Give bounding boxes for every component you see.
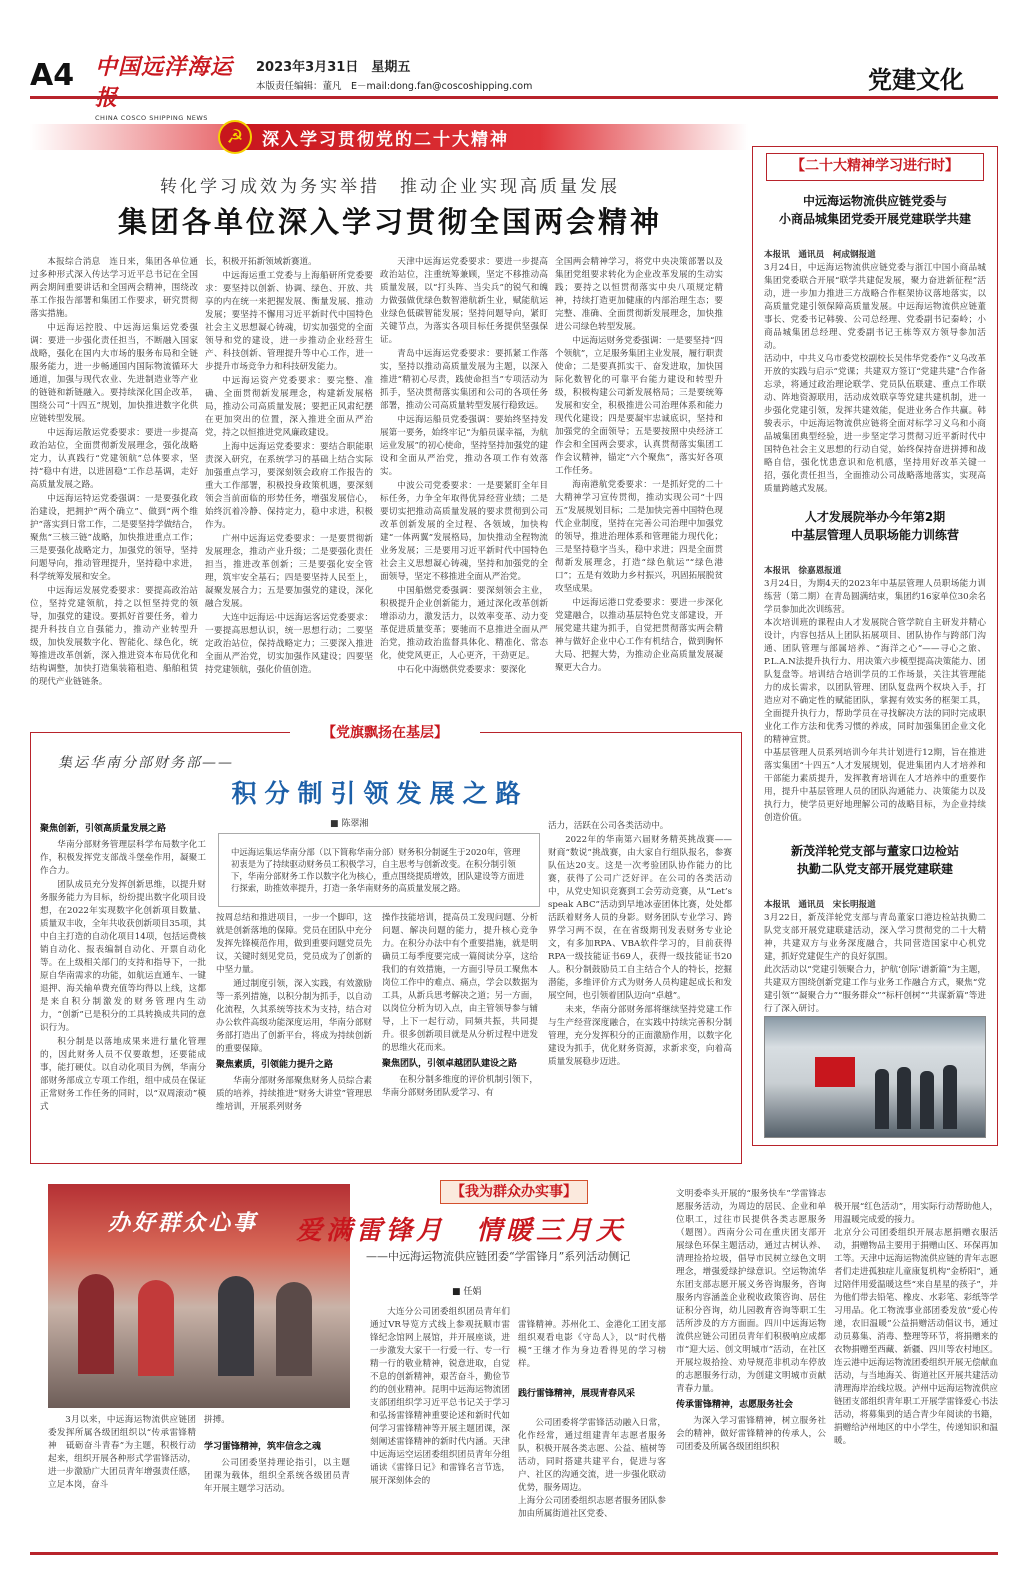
paragraph: 长，积极开拓新领域新赛道。 (205, 257, 317, 267)
paragraph: 公司团委坚持理论指引，以主题团课为载体，组织全系统各级团员青年开展主题学习活动。 (204, 1458, 350, 1494)
article-2-body: 3月24日，为期4天的2023年中基层管理人员职场能力训练营（第二期）在青岛圆满结束，集团约16家单位30余名学员参加此次训练营。 本次培训班的课程由人才发展院合管学院自主研发并精心设计，内容包括从上团队拓展项目、团队协作与跨部门沟通、团队管理与部属培养、“海洋之心”——寻心之旅、P.L.A.N法提升执行力、用决策六步模型提高决策能力、团队复盘等。培训结合培训学员的工作场景，关注其管理能力的成长需求，以团队管理、团队复盘两个权块入手，打造应对不确定性的赋能团队，掌握有效实务的框架工具，全面提升执行力，帮助学员在寻找解决方法的同时完成职业化工作方法和优秀习惯的养成，同时加强集团企业文化的精神宣贯。 中基层管理人员系列培训今年共计划进行12期，旨在推进落实集团“十四五”人才发展规划，促进集团内人才培养和干部能力素质提升，发挥教育培训在人才培养中的重要作用，提升中基层管理人员的团队沟通能力、决策能力以及执行力，使学员更好地理解公司的战略目标，为企业持续创造价值。 (764, 579, 986, 823)
paragraph: 为深入学习雷锋精神，树立服务社会的精神，做好雷锋精神的传承人，公司团委及所属各级团组织积 (676, 1416, 826, 1452)
right-column-header: 【二十大精神学习进行时】 (766, 153, 984, 181)
paragraph: 中波公司党委要求：一是要紧盯全年目标任务，力争全年取得优异经营业绩；二是要切实把推动高质量发展的要求贯彻到公司改革创新发展的全过程、各领域，加快构建“一体两翼”发展格局，加快推动全程物流业务发展；三是要用习近平新时代中国特色社会主义思想凝心铸魂，坚持和加强党的全面领导，坚定不移推进全面从严治党。 (380, 481, 548, 582)
party-intro-box: 中远海运集运华南分部（以下简称华南分部）财务积分制诞生于2020年，管理初衷是为了持续驱动财务员工积极学习，自主思考与创新改变。在积分制引领下，华南分部财务工作以数字化为核心，重点围绕提质增效，团队建设等方面进行探索，助推效率提升，打造一条华南财务的高质量发展之路。 (218, 833, 540, 907)
section-subheading: 聚焦团队，引领卓越团队建设之路 (382, 1059, 518, 1069)
service-column-5 (834, 1188, 998, 1462)
editor-line: 本版责任编辑：董凡 E－mail:dong.fan@coscoshipping.com (256, 81, 533, 92)
section-subheading: 传承雷锋精神，志愿服务社会 (676, 1400, 794, 1410)
service-author: ■ 任娟 (452, 1287, 482, 1297)
theme-banner (30, 120, 748, 154)
paragraph: 积分制是以落地成果来进行量化管理的，因此财务人员不仅要敢想，还要能成事，能打硬仗。以自动化项目为例，华南分部财务部成立专项工作组，组中成员在保证正常财务工作任务的同时，以“双周滚动”模式 (40, 1037, 206, 1112)
lead-column-2 (205, 256, 373, 678)
paragraph: 大连分公司团委组织团员青年们通过VR导览方式线上参观抚顺市雷锋纪念馆网上展馆，并开展座谈，进一步激发大家干一行爱一行、专一行精一行的敬业精神，锐意进取，自觉不息的创新精神，艰苦奋斗，勤俭节约的创业精神。昆明中远海运物流团支部团组织学习近平总书记关于学习和弘扬雷锋精神重要论述和新时代如何学习雷锋精神等开展主题团课，深刻阐述雷锋精神的新时代内涵。天津中远海运空运团委组织团员青年分组诵读《雷锋日记》和雷锋名言节选，展开深刻体会的 (370, 1307, 510, 1486)
newspaper-logo (95, 50, 245, 122)
paragraph: 未来，华南分部财务部将继续坚持党建工作与生产经营深度融合，在实践中持续完善积分制管理，充分发挥积分的正面激励作用，以数字化建设为抓手，优化财务资源，求新求变，向着高质量发展稳步迈进。 (548, 1005, 732, 1067)
paragraph: 操作技能培训，提高员工发现问题、分析问题、解决问题的能力，提升核心竞争力。在积分办法中有个重要措施，就是明确员工每季度要完成一篇阅读分享，这给我们的有效措施，一方面引导员工聚焦本岗位工作中的难点、痛点，学会以数据为工具，从新兵思考解决之道；另一方面，以岗位分析为切入点，由主管领导参与辅导，上下一起行动，同频共振，共同提升。很多创新项目就是从分析过程中迸发的思维火花而来。 (382, 913, 538, 1053)
paragraph: 广州中远海运党委要求：一是要贯彻新发展理念，推动产业升级；二是要强化责任担当，推进改革创新；三是要强化安全管理，筑牢安全基石；四是要坚持人民至上，凝聚发展合力；五是要加强党的建设，深化融合发展。 (205, 534, 373, 609)
article-3-title: 新茂洋轮党支部与董家口边检站 执勤二队党支部开展党建联建 (790, 844, 959, 876)
service-subtitle: ——中远海运物流供应链团委“学雷锋月”系列活动侧记 (366, 1250, 631, 1263)
service-section-tag: 【我为群众办实事】 (440, 1180, 588, 1204)
lead-column-1 (30, 256, 198, 690)
service-column-4 (676, 1188, 826, 1455)
article-1-body: 3月24日，中远海运物流供应链党委与浙江中国小商品城集团党委联合开展“联学共建促发展，聚力奋进新征程”活动，进一步加力推进三方战略合作框架协议落地落实，以高质量党建引领保障高质量发展。中远海运物流供应链董事长、党委书记韩骏、公司总经理、党委副书记秦岭；小商品城集团总经理、党委副书记王栋等双方领导参加活动。 活动中，中共义乌市委党校副校长吴伟华党委作“义乌改革开放的实践与启示”党课；共建双方签订“党建共建”合作备忘录，将通过政治理论联学、党员队伍联建、重点工作联动、阵地资源联用，活动成效联享等党建共建机制，进一步强化党建引领，发挥共建效能，促进业务合作共赢。韩骏表示，中远海运物流供应链将全面对标学习义乌和小商品城集团典型经验，进一步坚定学习贯彻习近平新时代中国特色社会主义思想的行动自觉，始终保持奋进拼搏和战略自信，强化忧患意识和危机感，坚持用好改革关键一招，强化责任担当，全面推动公司战略落地落实，实现高质量跨越式发展。 (764, 263, 986, 494)
article-3-byline: 本报讯 通讯员 宋长明报道 (764, 900, 876, 910)
paragraph: 公司团委将学雷锋活动融入日常，化作经常，通过组建青年志愿者服务队，积极开展各类志愿、公益、植树等活动，同时搭建共建平台，促进与客户、社区的沟通交流，进一步强化联动优势，服务周边。 上海分公司团委组织志愿者服务团队参加由所属街道社区党委、 (518, 1418, 666, 1519)
section-title: 党建文化 (868, 66, 964, 94)
service-column-0 (48, 1414, 196, 1493)
party-column-4 (548, 820, 732, 1070)
article-1-title: 中远海运物流供应链党委与 小商品城集团党委开展党建联学共建 (778, 194, 971, 226)
party-column-2 (216, 912, 372, 1115)
article-2 (764, 508, 986, 825)
issue-date: 2023年3月31日 星期五 (256, 60, 411, 75)
paragraph: 中远海运控股、中远海运集运党委强调：要进一步强化责任担当，不断融入国家战略，强化在国内大市场的服务布局和全链服务能力，进一步畅通国内国际物流循环大通道，加强与现代农业、先进制造业等产业的链链和新链融入。要持续深化国企改革，围绕公司“十四五”规划，加快推进数字化供应链转型发展。 (30, 323, 198, 424)
party-column-3 (382, 912, 538, 1101)
masthead-rule (30, 96, 998, 99)
paragraph: 海南港航党委要求：一是抓好党的二十大精神学习宣传贯彻，推动实现公司“十四五”发展规划目标；二是加快完善中国特色现代企业制度，坚持在完善公司治理中加强党的领导，推进治理体系和管理能力现代化；三是坚持稳字当头，稳中求进；四是全面贯彻新发展理念，打造“绿色航运”“绿色港口”；五是有效助力乡村振兴，巩固拓展脱贫攻坚成果。 (555, 480, 723, 594)
service-headline: 爱满雷锋月 情暖三月天 (296, 1216, 627, 1246)
paragraph: 全国两会精神学习，将党中央决策部署以及集团党组要求转化为企业改革发展的生动实践；要持之以恒贯彻落实中央八项规定精神，持续打造更加健康的内部治理生态；要完整、准确、全面贯彻新发展理念，加快推进公司绿色转型发展。 (555, 257, 723, 332)
banner-title: 深入学习贯彻党的二十大精神 (262, 130, 509, 150)
paragraph: 中国船燃党委强调：要深刻领会主业，积极提升企业创新能力，通过深化改革创新增添动力，激发活力，以效率变革、动力变革促进质量变革；要驰而不息推进全面从严治党，推动政治监督具体化、精准化、常态化，使党风更正，人心更齐，干劲更足。 (380, 586, 548, 661)
article-1-byline: 本报讯 通讯员 柯成钢报道 (764, 250, 876, 260)
paragraph: 天津中远海运党委要求：要进一步提高政治站位，注重统筹兼顾，坚定不移推动高质量发展，以“打头阵、当尖兵”的锐气和魄力做强做优绿色数智港航新生业，赋能航运业绿色低碳智能发展；坚持问题导向，紧盯关键节点，为落实各项目标任务提供坚强保证。 (380, 257, 548, 345)
paragraph: 按周总结和推进项目，一步一个脚印，这就是创新落地的保障。党员在团队中充分发挥先锋模范作用，做到重要问题党员先议，关键时刻见党员，党员成为了创新的中坚力量。 (216, 913, 372, 975)
article-1 (764, 192, 986, 496)
lead-headline: 集团各单位深入学习贯彻全国两会精神 (117, 205, 662, 239)
logo-english: CHINA COSCO SHIPPING NEWS (95, 114, 208, 122)
paragraph: 中远海运财务党委强调：一是要坚持“四个领航”，立足服务集团主业发展，履行职责使命；二是要真抓实干、奋发进取，加快国际化数智化的可靠平台能力建设和转型升级，积极构建公司新发展格局；三是要统筹发展和安全，积极推进公司治理体系和能力现代化建设；四是要凝牢忠诚底识，坚持和加强党的全面领导；五是要按照中央经济工作会和全国两会要求，认真贯彻落实集团工作会议精神，锚定“六个聚焦”，落实好各项工作任务。 (555, 336, 723, 476)
section-subheading: 聚焦素质，引领能力提升之路 (216, 1060, 334, 1070)
paragraph: 活力，活跃在公司各类活动中。 (548, 821, 669, 831)
paragraph: 2022年的华南第六届财务精英挑战赛——财商“数说”挑战赛，由大家自行组队报名，参赛队伍达20支。这是一次考验团队协作能力的比赛，获得了公司广泛好评。在公司的各类活动中，从党史知识竞赛到工会劳动竞赛，从“Let’s speak ABC”活动到早地冰壶团体比赛，处处都活跃着财务人员的身影。财务团队专业学习、跨界学习两不误，在在省级期刊发表财务专业论文，有多加RPA、VBA软件学习的，目前获得RPA一级技能证书69人，获得一级技能证书20人。积分制鼓励员工自主结合个人的特长，挖掘潜能，多维评价方式为财务人员构建起成长和发展空间，也引领着团队迈向“卓越”。 (548, 835, 732, 1001)
lead-column-4 (555, 256, 723, 676)
paragraph: 青岛中远海运党委要求：要抓紧工作落实，坚持以推动高质量发展为主题，以深入推进“精初心尽责，践使命担当”专项活动为抓手，坚决贯彻落实集团和公司的各项任务部署，推动公司高质量转型发展行稳致远。 (380, 349, 548, 411)
paragraph: 拼搏。 (204, 1415, 230, 1425)
paragraph: 华南分部财务部聚焦财务人员综合素质的培养，持续推进“财务大讲堂”管理思维培训，开展系列财务 (216, 1076, 372, 1112)
paragraph: 华南分部财务管理层科学布局数字化工作，积极发挥党支部战斗堡垒作用，凝聚工作合力。 (40, 840, 206, 876)
paragraph: 本报综合消息 连日来，集团各单位通过多种形式深入传达学习近平总书记在全国两会期间重要讲话和全国两会精神，围绕改革工作报告部署和集团工作要求，研究贯彻落实措施。 (30, 257, 198, 319)
paragraph: 文明委牵头开展的“服务快车”学雷锋志愿服务活动，为周边的居民、企业和单位职工，过往市民提供各类志愿服务（题图）。西南分公司在重庆团支部开展绿色环保主题活动，通过古树认养、清理捡拾垃圾，倡导市民树立绿色文明理念，增强爱绿护绿意识。空运物流华东团支部志愿开展义务咨询服务，咨询服务内容涵盖企业税收政策咨询、居住证积分咨询，幼儿园教育咨询等职工生活所涉及的方方面面。四川中远海运物流供应链公司团员青年们积极响应成都市“迎大运、创文明城市”活动，在社区开展垃圾拾捡、劝导规范非机动车停放的志愿服务行动，为创建文明城市贡献青春力量。 (676, 1189, 826, 1394)
paragraph: 中远海运散运党委要求：要进一步提高政治站位，全面贯彻新发展理念，强化战略定力，认真践行“党建领航”总体要求，坚持“稳中有进，以进固稳”工作总基调，走好高质量发展之路。 (30, 428, 198, 490)
section-subheading: 践行雷锋精神，展现青春风采 (518, 1389, 636, 1399)
service-column-2 (370, 1306, 510, 1489)
section-subheading: 聚焦创新，引领高质量发展之路 (40, 824, 167, 834)
logo-chinese: 中国远洋海运报 (95, 54, 234, 111)
paragraph: 中石化中海燃供党委要求：要深化 (397, 665, 527, 675)
article-3-body: 3月22日，新茂洋轮党支部与青岛董家口港边检站执勤二队党支部开展党建联建活动，深入学习贯彻党的二十大精神，共建双方与业务深度融合，共同营造国家中心机党建，抓好党建促生产的良好氛围。 此次活动以“党建引领聚合力，护航‘创际’谱新篇”为主题，共建双方围绕创新党建工作与业务工作融合方式，聚焦“党建引领”“凝聚合力”“服务群众”“标杆创树”“共谋新篇”等进行了深入研讨。 (764, 913, 986, 1014)
party-column-1 (40, 820, 206, 1115)
party-headline: 积分制引领发展之路 (231, 779, 529, 808)
paragraph: 中远海运发展党委要求：要提高政治站位，坚持党建领航，持之以恒坚持党的领导，加强党的建设。要抓好首要任务，着力提升科技自立自强能力，推动产业转型升级，加快发展数字化、智能化、绿色化，统筹推进改革创新，深入推进资本布局优化和结构调整，加快打造集装箱租造、船舶租赁的现代产业链链条。 (30, 586, 198, 687)
service-column-1 (204, 1414, 350, 1497)
paragraph: 中远海运特运党委强调：一是要强化政治建设，把拥护“两个确立”、做到“两个维护”落实到日常工作，二是要坚持学做结合，聚焦“三核三链”战略，加快推进重点工作；三是要强化战略定力，加强党的领导，坚持问题导向，推动管理提升，坚持稳中求进，科学统筹发展和安全。 (30, 494, 198, 582)
ship-bridge-photo (764, 1016, 986, 1138)
paragraph: 极开展“红色活动”，用实际行动帮助他人，用温暖完成爱的接力。 北京分公司团委组织开展志愿捐赠衣服活动，捐赠物品主要用于捐赠山区、环保再加工等。天津中远海运物流供应链的青年志愿者们走进孤独症儿童康复机构“金桥阳”，通过陪伴用爱温暖这些“来自星星的孩子”，并为他们带去铅笔、橡皮、水彩笔、彩纸等学习用品。化工物流事业部团委发放“爱心传递，农旧温暖”公益捐赠活动倡议书，通过动员募集、消毒、整理等环节，将捐赠来的衣物捐赠至西藏、新疆、四川等农村地区。连云港中远海运物流团委组织开展无偿献血活动，与当地海关、街道社区开展共建活动清理海岸治线垃圾。泸州中远海运物流供应链团支部组织青年职工开展学雷锋爱心书法活动，将募集到的适合青少年阅读的书籍，捐赠给泸州地区的中小学生，传递知识和温暖。 (834, 1202, 998, 1446)
bottom-rule (30, 1552, 998, 1555)
article-2-title: 人才发展院举办今年第2期 中基层管理人员职场能力训练营 (790, 510, 959, 542)
party-emblem-icon: ☭ (218, 120, 252, 154)
paragraph: 通过制度引领，深入实践，有效激励等一系列措施，以积分制为抓手，以自动化流程，久其系统等技术为支持，结合对办公软件高级功能深度运用，华南分部财务部打造出了创新平台，将成为持续创新的重要保障。 (216, 979, 372, 1054)
paragraph: 上海中远海运党委要求：要结合职能职责深入研究，在系统学习的基础上结合实际加强重点学习，要深刻领会政府工作报告的重大工作部署，积极投身政策机遇，要深刻领会当前面临的形势任务，增强发展信心，始终沉着冷静、保持定力，稳中求进，积极作为。 (205, 442, 373, 530)
paragraph: 中远海运重工党委与上海船研所党委要求：要坚持以创新、协调、绿色、开放、共享的内在统一来把握发展、衡量发展、推动发展；要坚持不懈用习近平新时代中国特色社会主义思想凝心铸魂，切实加强党的全面领导和党的建设，进一步推动企业经营生产、科技创新、管理提升等中心工作，进一步提升市场竞争力和科技研发能力。 (205, 271, 373, 372)
paragraph: 大连中远海运·中远海运客运党委要求：一要提高思想认识，统一思想行动；二要坚定政治站位，保持战略定力；三要深入推进全面从严治党，切实加强作风建设；四要坚持党建领航，强化价值创造。 (205, 613, 373, 675)
party-subtitle: 集运华南分部财务部—— (58, 755, 234, 771)
lead-subhead: 转化学习成效为务实举措 推动企业实现高质量发展 (160, 177, 620, 197)
party-section-tag: 【党旗飘扬在基层】 (290, 722, 480, 744)
paragraph: 中远海运资产党委要求：要完整、准确、全面贯彻新发展理念，构建新发展格局，推动公司高质量发展；要把正风肃纪摆在更加突出的位置，深入推进全面从严治党，持之以恒推进党风廉政建设。 (205, 376, 373, 438)
article-3 (764, 842, 986, 1016)
lead-column-3 (380, 256, 548, 678)
paragraph: 中远海运船员党委强调：要始终坚持发展第一要务，始终牢记“为船员谋幸福，为航运业发展”的初心使命，坚持坚持加强党的建设和全面从严治党，推动各项工作有效落实。 (380, 415, 548, 477)
page-number: A4 (30, 58, 75, 93)
paragraph: 雷锋精神。苏州化工、金港化工团支部组织观看电影《守岛人》，以“时代楷模”王继才作为身边看得见的学习榜样。 (518, 1320, 666, 1369)
photo-banner-text: 办好群众心事 (108, 1210, 259, 1236)
paragraph: 团队成员充分发挥创新思维，以提升财务服务能力为目标，纷纷提出数字化项目设想，在2022年实现数字化创新项目数量、质量双丰收，全年共收获创新项目35项，其中自主打造的自动化项目14项，包括运费核销自动化、报表编制自动化、开票自动化等。在上级相关部门的支持和指导下，一批原自华南需求的功能，如航运直通车、一键退押、海关输单费充值等均得以上线，这都是来自积分制激发的财务管理内生动力，“创新”已是积分的工具转换成共同的意识行为。 (40, 880, 206, 1033)
section-subheading: 学习雷锋精神，筑牢信念之魂 (204, 1442, 322, 1452)
article-2-byline: 本报讯 徐嘉恩报道 (764, 566, 842, 576)
paragraph: 3月以来，中远海运物流供应链团委发挥所属各级团组织以“传承雷锋精神 砥砺奋斗青春”为主题，积极行动起来，组织开展各种形式学雷锋活动，进一步激励广大团员青年增强责任感，立足本岗，奋斗 (48, 1415, 196, 1490)
service-column-3 (518, 1306, 666, 1535)
paragraph: 在积分制多维度的评价机制引领下，华南分部财务团队爱学习、有 (382, 1075, 538, 1098)
party-flag-image (815, 1057, 855, 1087)
paragraph: 中远海运港口党委要求：要进一步深化党建融合，以推动基层特色党支部建设，开展党建共建为抓手，自觉把贯彻落实两会精神与做好企业中心工作有机结合，做到胸怀大局、把握大势，为推动企业高质量发展凝聚更大合力。 (555, 598, 723, 673)
party-author: ■ 陈翠湘 (330, 819, 369, 829)
